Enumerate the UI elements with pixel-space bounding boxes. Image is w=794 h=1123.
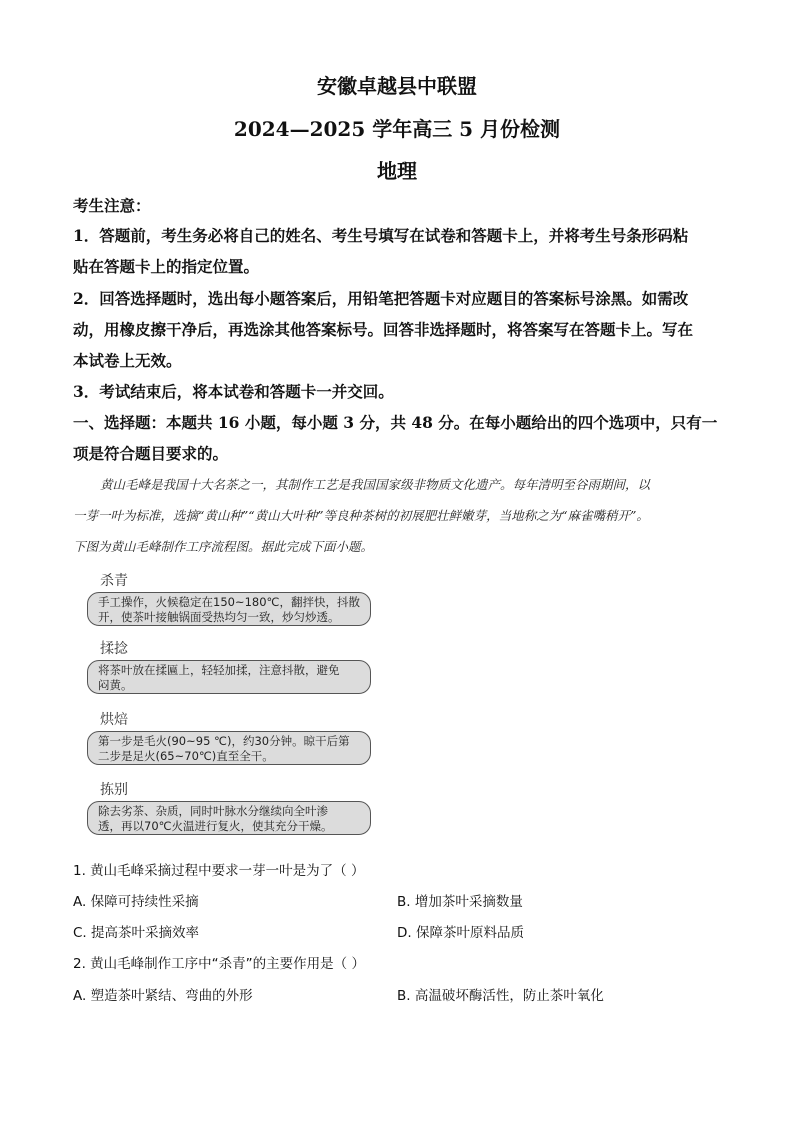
question-1-option-a[interactable]: A. 保障可持续性采摘	[73, 894, 199, 910]
step-label-hongbei: 烘焙	[100, 712, 128, 728]
exam-title: 2024—2025 学年高三 5 月份检测	[233, 117, 561, 141]
notice-item-2-line-3: 本试卷上无效。	[73, 351, 182, 370]
notice-item-1-line-1: 1．答题前，考生务必将自己的姓名、考生号填写在试卷和答题卡上，并将考生号条形码粘	[73, 226, 689, 245]
section-heading-line-2: 项是符合题目要求的。	[73, 444, 229, 463]
step-label-rounian: 揉捻	[100, 641, 128, 657]
subject-title: 地理	[377, 159, 417, 183]
step-box-shaqing	[87, 592, 371, 626]
step-desc-line: 手工操作，火候稳定在150~180℃，翻拌快，抖散	[98, 595, 360, 609]
step-desc-line: 除去劣茶、杂质，同时叶脉水分继续向全叶渗	[98, 804, 328, 818]
question-2-option-b[interactable]: B. 高温破坏酶活性，防止茶叶氧化	[397, 988, 604, 1004]
step-desc-line: 开，使茶叶接触锅面受热均匀一致，炒匀炒透。	[98, 610, 340, 624]
step-box-rounian	[87, 660, 371, 694]
step-label-shaqing: 杀青	[100, 573, 128, 589]
step-desc-line: 第一步是毛火(90~95 ℃)，约30分钟。晾干后第	[98, 734, 350, 748]
question-1-stem: 1. 黄山毛峰采摘过程中要求一芽一叶是为了（ ）	[73, 863, 365, 879]
material-line-1: 黄山毛峰是我国十大名茶之一，其制作工艺是我国国家级非物质文化遗产。每年清明至谷雨期间，以	[100, 477, 651, 492]
notice-item-2-line-1: 2．回答选择题时，选出每小题答案后，用铅笔把答题卡对应题目的答案标号涂黑。如需改	[73, 289, 689, 308]
material-line-3: 下图为黄山毛峰制作工序流程图。据此完成下面小题。	[73, 539, 374, 554]
step-box-hongbei	[87, 731, 371, 765]
step-desc-line: 闷黄。	[98, 678, 133, 692]
step-box-jianbie	[87, 801, 371, 835]
notice-item-2-line-2: 动，用橡皮擦干净后，再选涂其他答案标号。回答非选择题时，将答案写在答题卡上。写在	[73, 320, 694, 339]
section-heading-line-1: 一、选择题：本题共 16 小题，每小题 3 分，共 48 分。在每小题给出的四个选项中，只有一	[73, 413, 718, 432]
step-desc-line: 二步是足火(65~70℃)直至全干。	[98, 749, 274, 763]
org-title: 安徽卓越县中联盟	[317, 74, 477, 98]
question-2-stem: 2. 黄山毛峰制作工序中“杀青”的主要作用是（ ）	[73, 956, 365, 972]
material-line-2: 一芽一叶为标准，选摘“黄山种”“黄山大叶种”等良种茶树的初展肥壮鲜嫩芽，当地称之为“麻雀嘴稍开”。	[73, 508, 649, 523]
question-1-option-b[interactable]: B. 增加茶叶采摘数量	[397, 894, 523, 910]
question-2-option-a[interactable]: A. 塑造茶叶紧结、弯曲的外形	[73, 988, 253, 1004]
notice-item-3: 3．考试结束后，将本试卷和答题卡一并交回。	[73, 382, 394, 401]
notice-heading: 考生注意：	[73, 196, 151, 215]
notice-item-1-line-2: 贴在答题卡上的指定位置。	[73, 257, 260, 276]
step-label-jianbie: 拣别	[100, 782, 128, 798]
step-desc-line: 将茶叶放在揉匾上，轻轻加揉，注意抖散，避免	[98, 663, 340, 677]
question-1-option-d[interactable]: D. 保障茶叶原料品质	[397, 925, 524, 941]
question-1-option-c[interactable]: C. 提高茶叶采摘效率	[73, 925, 200, 941]
step-desc-line: 透，再以70℃火温进行复火，使其充分干燥。	[98, 819, 333, 833]
